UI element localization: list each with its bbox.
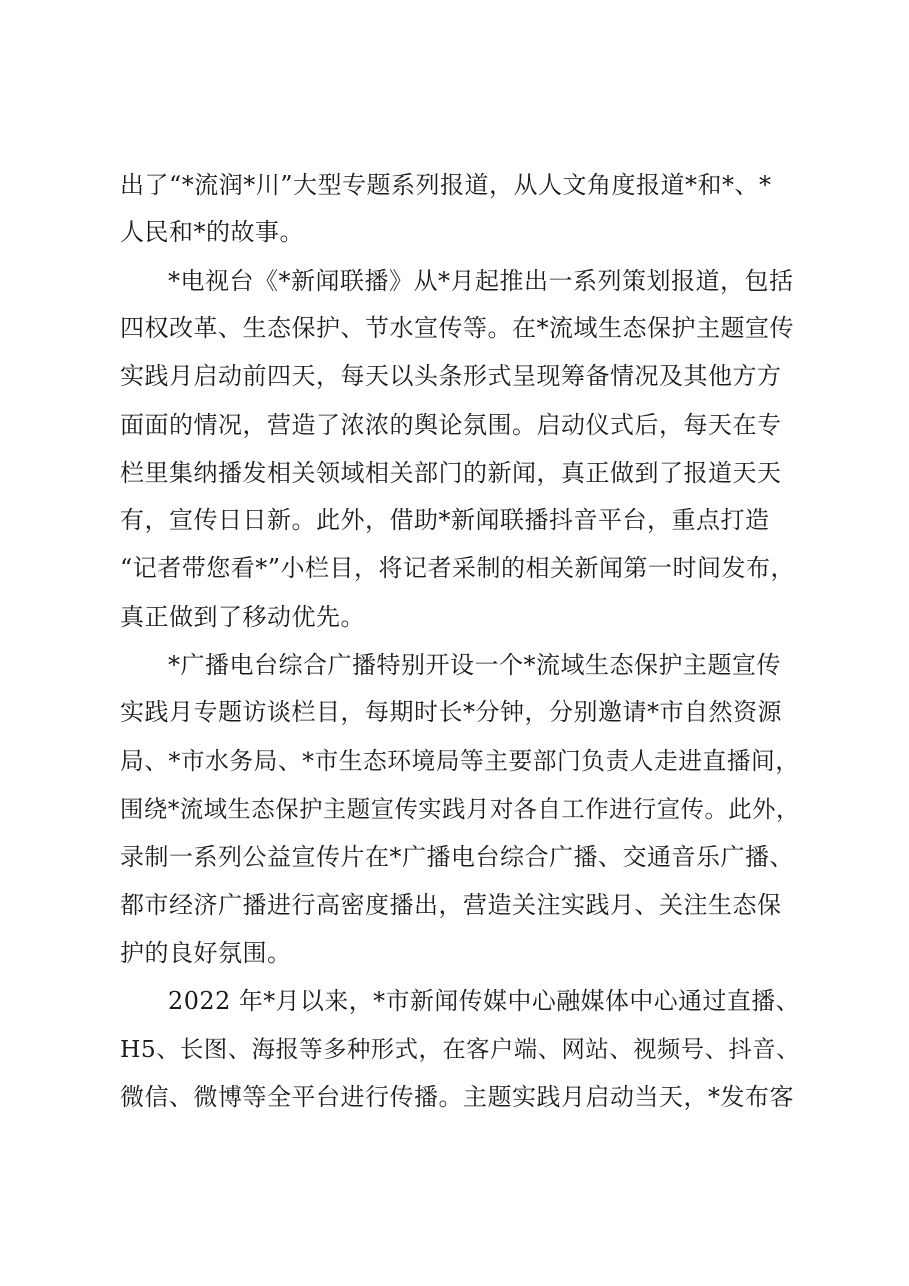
- text-line: 人民和*的故事。: [120, 218, 304, 246]
- text-line: 录制一系列公益宣传片在*广播电台综合广播、交通音乐广播、: [120, 843, 794, 871]
- text-line: 实践月专题访谈栏目，每期时长*分钟，分别邀请*市自然资源: [120, 698, 782, 726]
- text-line: 有，宣传日日新。此外，借助*新闻联播抖音平台，重点打造: [120, 506, 770, 534]
- text-line: 出了“*流润*川”大型专题系列报道，从人文角度报道*和*、*: [120, 171, 772, 199]
- text-line: 都市经济广播进行高密度播出，营造关注实践月、关注生态保: [120, 891, 782, 919]
- text-line: 实践月启动前四天，每天以头条形式呈现筹备情况及其他方方: [120, 362, 782, 390]
- text-line: 四权改革、生态保护、节水宣传等。在*流域生态保护主题宣传: [120, 314, 794, 342]
- text-line: 2022 年*月以来，*市新闻传媒中心融媒体中心通过直播、: [168, 987, 800, 1015]
- text-line: 围绕*流域生态保护主题宣传实践月对各自工作进行宣传。此外，: [120, 795, 800, 823]
- text-line: 护的良好氛围。: [120, 939, 292, 967]
- text-line: 面面的情况，营造了浓浓的舆论氛围。启动仪式后，每天在专: [120, 411, 782, 439]
- text-line: 局、*市水务局、*市生态环境局等主要部门负责人走进直播间，: [120, 747, 800, 775]
- text-line: “记者带您看*”小栏目，将记者采制的相关新闻第一时间发布，: [120, 554, 796, 582]
- text-line: H5、长图、海报等多种形式，在客户端、网站、视频号、抖音、: [120, 1035, 800, 1063]
- text-line: 真正做到了移动优先。: [120, 603, 365, 631]
- text-line: *广播电台综合广播特别开设一个*流域生态保护主题宣传: [168, 651, 781, 679]
- text-line: 微信、微博等全平台进行传播。主题实践月启动当天，*发布客: [120, 1083, 794, 1111]
- text-line: 栏里集纳播发相关领域相关部门的新闻，真正做到了报道天天: [120, 459, 782, 487]
- text-line: *电视台《*新闻联播》从*月起推出一系列策划报道，包括: [168, 267, 794, 295]
